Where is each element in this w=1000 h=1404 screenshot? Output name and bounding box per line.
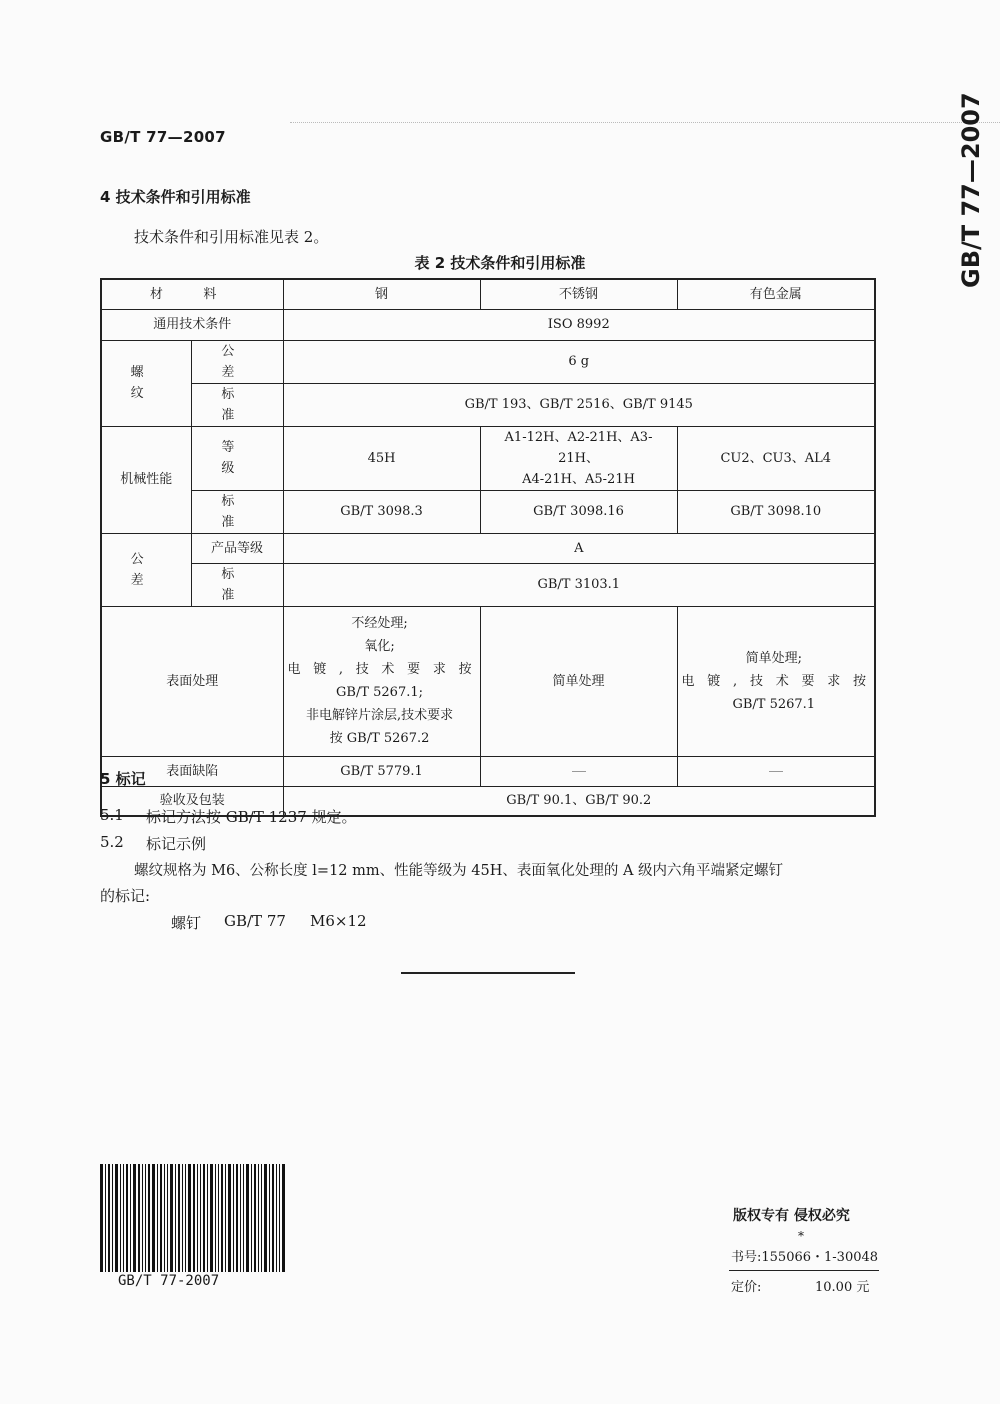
surface-nonferrous <box>677 606 875 756</box>
clause-5-2-text: 标记示例 <box>146 835 207 853</box>
mech-label: 机械性能 <box>101 426 191 533</box>
barcode-text: GB/T 77-2007 <box>118 1273 220 1289</box>
surface-nonferrous-line: 电镀,技术要求按 <box>681 673 867 689</box>
example-line-2: 的标记: <box>100 887 151 905</box>
accept-label: 验收及包装 <box>101 786 283 816</box>
copyright-notice: 版权专有 侵权必究 <box>733 1208 850 1224</box>
dash-mark <box>769 771 783 772</box>
accept-value: GB/T 90.1、GB/T 90.2 <box>283 786 875 816</box>
defect-label: 表面缺陷 <box>101 756 283 786</box>
mech-std-stainless: GB/T 3098.16 <box>480 490 677 533</box>
header-material: 材 料 <box>101 279 283 309</box>
general-value: ISO 8992 <box>283 309 875 340</box>
surface-nonferrous-line: GB/T 5267.1 <box>732 696 816 712</box>
table-row <box>101 533 875 563</box>
clause-5-1-number: 5.1 <box>100 806 124 824</box>
tol-std-value: GB/T 3103.1 <box>283 563 875 606</box>
header-stainless: 不锈钢 <box>480 279 677 309</box>
tol-grade-value: A <box>283 533 875 563</box>
table-row <box>101 756 875 786</box>
marking-part-2: GB/T 77 <box>224 912 286 930</box>
mech-std-nonferrous: GB/T 3098.10 <box>677 490 875 533</box>
example-line-1: 螺纹规格为 M6、公称长度 l=12 mm、性能等级为 45H、表面氧化处理的 A 级内六角平端紧定螺钉 <box>134 863 784 879</box>
marking-part-1: 螺钉 <box>171 914 202 932</box>
surface-steel-line: 氧化; <box>364 639 395 654</box>
thread-std-value: GB/T 193、GB/T 2516、GB/T 9145 <box>283 383 875 426</box>
mech-grade-stainless-line2: A4-21H、A5-21H <box>522 471 635 487</box>
surface-steel-line: 电镀,技术要求按 <box>287 662 472 677</box>
surface-steel-line: 非电解锌片涂层,技术要求 <box>305 708 454 723</box>
surface-steel-line: 不经处理; <box>351 616 408 631</box>
table-row <box>101 383 875 426</box>
tol-std-label: 标 准 <box>191 563 283 606</box>
header-steel: 钢 <box>283 279 480 309</box>
star-mark: * <box>798 1229 804 1243</box>
surface-steel-line: GB/T 5267.1; <box>336 685 424 700</box>
tol-label: 公 差 <box>101 533 191 606</box>
dash-mark <box>572 771 586 772</box>
thread-tol-label: 公 差 <box>191 340 283 383</box>
table-row <box>101 426 875 490</box>
thread-label: 螺 纹 <box>101 340 191 426</box>
table-row <box>101 563 875 606</box>
table-row <box>101 309 875 340</box>
general-label: 通用技术条件 <box>101 309 283 340</box>
table-row <box>101 340 875 383</box>
price-label: 定价: <box>731 1280 762 1295</box>
marking-part-3: M6×12 <box>310 912 367 930</box>
thread-std-label: 标 准 <box>191 383 283 426</box>
surface-steel <box>283 606 480 756</box>
table-row <box>101 606 875 756</box>
defect-steel: GB/T 5779.1 <box>283 756 480 786</box>
clause-5-2-number: 5.2 <box>100 833 124 851</box>
mech-grade-stainless-line1: A1-12H、A2-21H、A3-21H、 <box>504 429 653 466</box>
side-standard-code: GB/T 77—2007 <box>957 92 985 288</box>
top-rule <box>290 122 1000 123</box>
mech-std-steel: GB/T 3098.3 <box>283 490 480 533</box>
surface-steel-line: 按 GB/T 5267.2 <box>329 731 430 746</box>
section-4-heading: 4 技术条件和引用标准 <box>100 188 251 206</box>
mech-grade-steel: 45H <box>283 426 480 490</box>
spec-table <box>100 278 876 817</box>
surface-label: 表面处理 <box>101 606 283 756</box>
table-caption: 表 2 技术条件和引用标准 <box>414 254 586 272</box>
tol-grade-label: 产品等级 <box>191 533 283 563</box>
header-nonferrous: 有色金属 <box>677 279 875 309</box>
surface-stainless: 简单处理 <box>480 606 677 756</box>
price-rule <box>729 1270 879 1271</box>
end-rule <box>401 972 575 974</box>
thread-tol-value: 6 g <box>283 340 875 383</box>
section-4-intro: 技术条件和引用标准见表 2。 <box>134 228 329 246</box>
section-5-heading: 5 标记 <box>100 770 146 788</box>
mech-grade-label: 等 级 <box>191 426 283 490</box>
price-value: 10.00 元 <box>815 1280 870 1295</box>
surface-nonferrous-line: 简单处理; <box>745 650 802 666</box>
clause-5-1-text: 标记方法按 GB/T 1237 规定。 <box>146 808 357 826</box>
mech-grade-stainless <box>480 426 677 490</box>
table-row <box>101 490 875 533</box>
mech-grade-nonferrous: CU2、CU3、AL4 <box>677 426 875 490</box>
header-standard-code: GB/T 77—2007 <box>100 128 226 146</box>
barcode <box>100 1164 308 1272</box>
mech-std-label: 标 准 <box>191 490 283 533</box>
defect-nonferrous <box>677 756 875 786</box>
defect-stainless <box>480 756 677 786</box>
book-number: 书号:155066・1-30048 <box>731 1250 879 1265</box>
table-row <box>101 279 875 309</box>
